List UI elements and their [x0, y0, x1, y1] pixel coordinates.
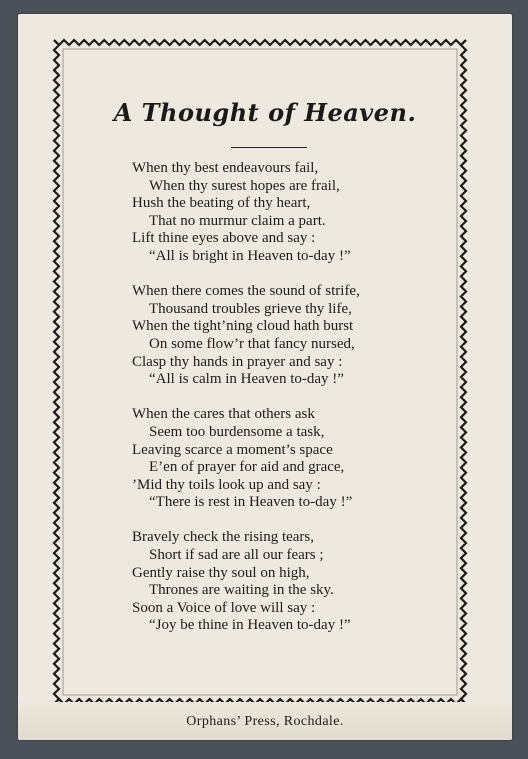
poem-line: Hush the beating of thy heart, [132, 195, 311, 212]
poem-line: ’Mid thy toils look up and say : [132, 476, 321, 493]
poem-line: Bravely check the rising tears, [132, 529, 315, 546]
stanza [132, 406, 472, 512]
title-underline [231, 147, 307, 148]
printer-credit: Orphans’ Press, Rochdale. [186, 714, 344, 729]
poem-line: Thrones are waiting in the sky. [149, 582, 334, 599]
stanza [132, 529, 472, 635]
poem-line: When the cares that others ask [132, 406, 315, 423]
poem-line: “All is calm in Heaven to-day !” [149, 371, 344, 388]
stanza [132, 283, 472, 389]
poem-line: Thousand troubles grieve thy life, [149, 300, 352, 317]
poem-line: “All is bright in Heaven to-day !” [149, 247, 351, 264]
poem-card [18, 14, 512, 740]
poem-line: When the tight’ning cloud hath burst [132, 318, 354, 335]
poem-line: Short if sad are all our fears ; [149, 547, 324, 564]
poem-line: Soon a Voice of love will say : [132, 599, 316, 616]
poem-line: Lift thine eyes above and say : [132, 230, 316, 247]
poem-line: When there comes the sound of strife, [132, 283, 360, 300]
poem-body [132, 160, 472, 653]
poem-line: Seem too burdensome a task, [149, 423, 325, 440]
poem-line: Clasp thy hands in prayer and say : [132, 353, 343, 370]
poem-line: On some flow’r that fancy nursed, [149, 335, 355, 352]
poem-line: That no murmur claim a part. [149, 212, 326, 229]
stanza [132, 160, 472, 266]
poem-line: “There is rest in Heaven to-day !” [149, 494, 353, 511]
poem-title: A Thought of Heaven. [113, 98, 417, 127]
poem-line: “Joy be thine in Heaven to-day !” [149, 617, 351, 634]
poem-line: Gently raise thy soul on high, [132, 564, 310, 581]
poem-line: When thy surest hopes are frail, [149, 177, 340, 194]
poem-line: When thy best endeavours fail, [132, 160, 319, 176]
poem-line: Leaving scarce a moment’s space [132, 441, 333, 458]
poem-line: E’en of prayer for aid and grace, [149, 459, 345, 476]
